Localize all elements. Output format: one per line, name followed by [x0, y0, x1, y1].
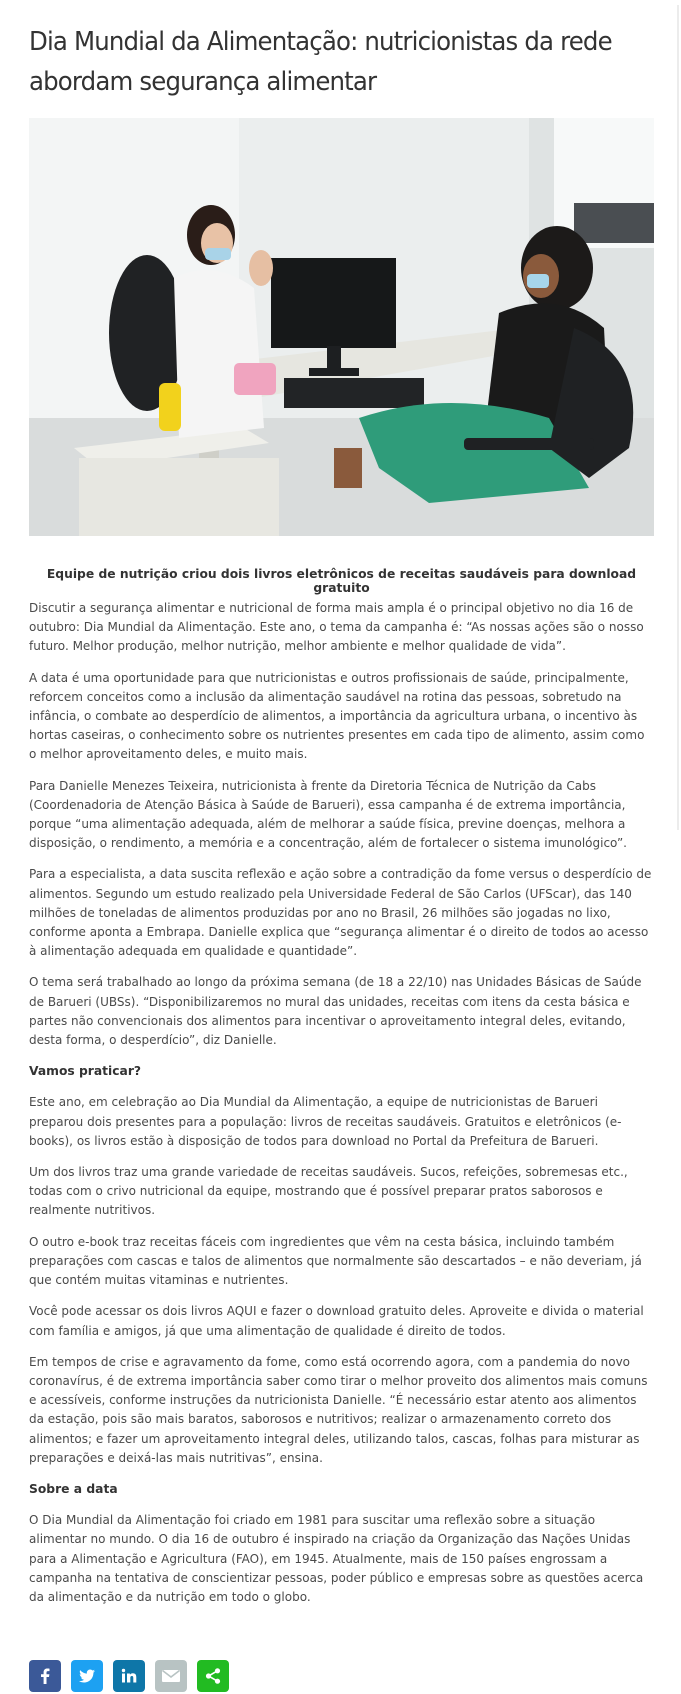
- article-title: Dia Mundial da Alimentação: nutricionistas da rede abordam segurança alimentar: [29, 27, 612, 97]
- linkedin-icon: [120, 1667, 138, 1685]
- paragraph: Para a especialista, a data suscita reflexão e ação sobre a contradição da fome versus o desperdício de alimentos. Segundo um estudo realizado pela Universidade Federal de São Carlos (UFScar), das 140 milhões de toneladas de alimentos produzidas por ano no Brasil, 26 milhões são jogadas no lixo, conforme aponta a Embrapa. Danielle explica que “segurança alimentar é o direito de todos ao acesso à alimentação adequada em qualidade e quantidade”.: [29, 867, 652, 959]
- share-bar: [29, 1660, 229, 1694]
- image-caption: Equipe de nutrição criou dois livros eletrônicos de receitas saudáveis para download gratuito: [46, 567, 637, 595]
- twitter-icon: [78, 1667, 96, 1685]
- paragraph: Discutir a segurança alimentar e nutricional de forma mais ampla é o principal objetivo no dia 16 de outubro: Dia Mundial da Alimentação. Este ano, o tema da campanha é: “As nossas ações são o nosso futuro. Melhor produção, melhor nutrição, melhor ambiente e melhor qualidade de vida”.: [29, 601, 644, 654]
- paragraph: A data é uma oportunidade para que nutricionistas e outros profissionais de saúde, principalmente, reforcem conceitos como a inclusão da alimentação saudável na rotina das pessoas, sobretudo na infância, o combate ao desperdício de alimentos, a importância da agricultura urbana, o incentivo às hortas caseiras, o conhecimento sobre os nutrientes presentes em cada tipo de alimento, assim como o melhor aproveitamento deles, e muito mais.: [29, 670, 645, 762]
- article: [29, 22, 654, 1604]
- paragraph: O outro e-book traz receitas fáceis com ingredientes que vêm na cesta básica, incluindo também preparações com cascas e talos de alimentos que normalmente são descartados – e não deveriam, já que contém muitas vitaminas e nutrientes.: [29, 1234, 642, 1288]
- article-body: [29, 599, 654, 1619]
- twitter-share-button[interactable]: [71, 1660, 103, 1692]
- paragraph: Este ano, em celebração ao Dia Mundial da Alimentação, a equipe de nutricionistas de Barueri preparou dois presentes para a população: livros de receitas saudáveis. Gratuitos e eletrônicos (e-books), os livros estão à disposição de todos para download no Portal da Prefeitura de Barueri.: [29, 1095, 622, 1148]
- generic-share-button[interactable]: [197, 1660, 229, 1692]
- paragraph: Você pode acessar os dois livros AQUI e fazer o download gratuito deles. Aproveite e divida o material com família e amigos, já que uma alimentação de qualidade é direito de todos.: [29, 1304, 644, 1338]
- facebook-icon: [36, 1667, 54, 1685]
- article-photo: [29, 118, 654, 536]
- consultation-photo: [29, 118, 654, 536]
- email-share-button[interactable]: [155, 1660, 187, 1692]
- share-icon: [204, 1667, 222, 1685]
- scrollbar-track[interactable]: [677, 5, 679, 830]
- facebook-share-button[interactable]: [29, 1660, 61, 1692]
- paragraph: Para Danielle Menezes Teixeira, nutricionista à frente da Diretoria Técnica de Nutrição da Cabs (Coordenadoria de Atenção Básica à Saúde de Barueri), essa campanha é de extrema importância, porque “uma alimentação adequada, além de melhorar a saúde física, previne doenças, melhora a disposição, o rendimento, a memória e a concentração, além de fortalecer o sistema imunológico”.: [29, 778, 627, 851]
- section-heading-about-date: Sobre a data: [29, 1481, 118, 1496]
- section-heading-practice: Vamos praticar?: [29, 1064, 142, 1079]
- paragraph: O Dia Mundial da Alimentação foi criado em 1981 para suscitar uma reflexão sobre a situação alimentar no mundo. O dia 16 de outubro é inspirado na criação da Organização das Nações Unidas para a Alimentação e Agricultura (FAO), em 1945. Atualmente, mais de 150 países engrossam a campanha na tentativa de conscientizar pessoas, poder público e empresas sobre as questões acerca da alimentação e da nutrição em todo o globo.: [29, 1513, 644, 1604]
- paragraph: O tema será trabalhado ao longo da próxima semana (de 18 a 22/10) nas Unidades Básicas de Saúde de Barueri (UBSs). “Disponibilizaremos no mural das unidades, receitas com itens da cesta básica e partes não convencionais dos alimentos para incentivar o aproveitamento integral deles, evitando, desta forma, o desperdício”, diz Danielle.: [29, 975, 642, 1048]
- paragraph: Um dos livros traz uma grande variedade de receitas saudáveis. Sucos, refeições, sobremesas etc., todas com o crivo nutricional da equipe, mostrando que é possível preparar pratos saborosos e realmente nutritivos.: [29, 1165, 628, 1218]
- linkedin-share-button[interactable]: [113, 1660, 145, 1692]
- email-icon: [161, 1668, 181, 1684]
- paragraph: Em tempos de crise e agravamento da fome, como está ocorrendo agora, com a pandemia do novo coronavírus, é de extrema importância saber como tirar o melhor proveito dos alimentos mais comuns e acessíveis, conforme instruções da nutricionista Danielle. “É necessário estar atento aos alimentos da estação, pois são mais baratos, saborosos e nutritivos; realizar o armazenamento correto dos alimentos; e fazer um aproveitamento integral deles, utilizando talos, cascas, folhas para misturar as preparações e deixá-las mais nutritivas”, ensina.: [29, 1354, 648, 1465]
